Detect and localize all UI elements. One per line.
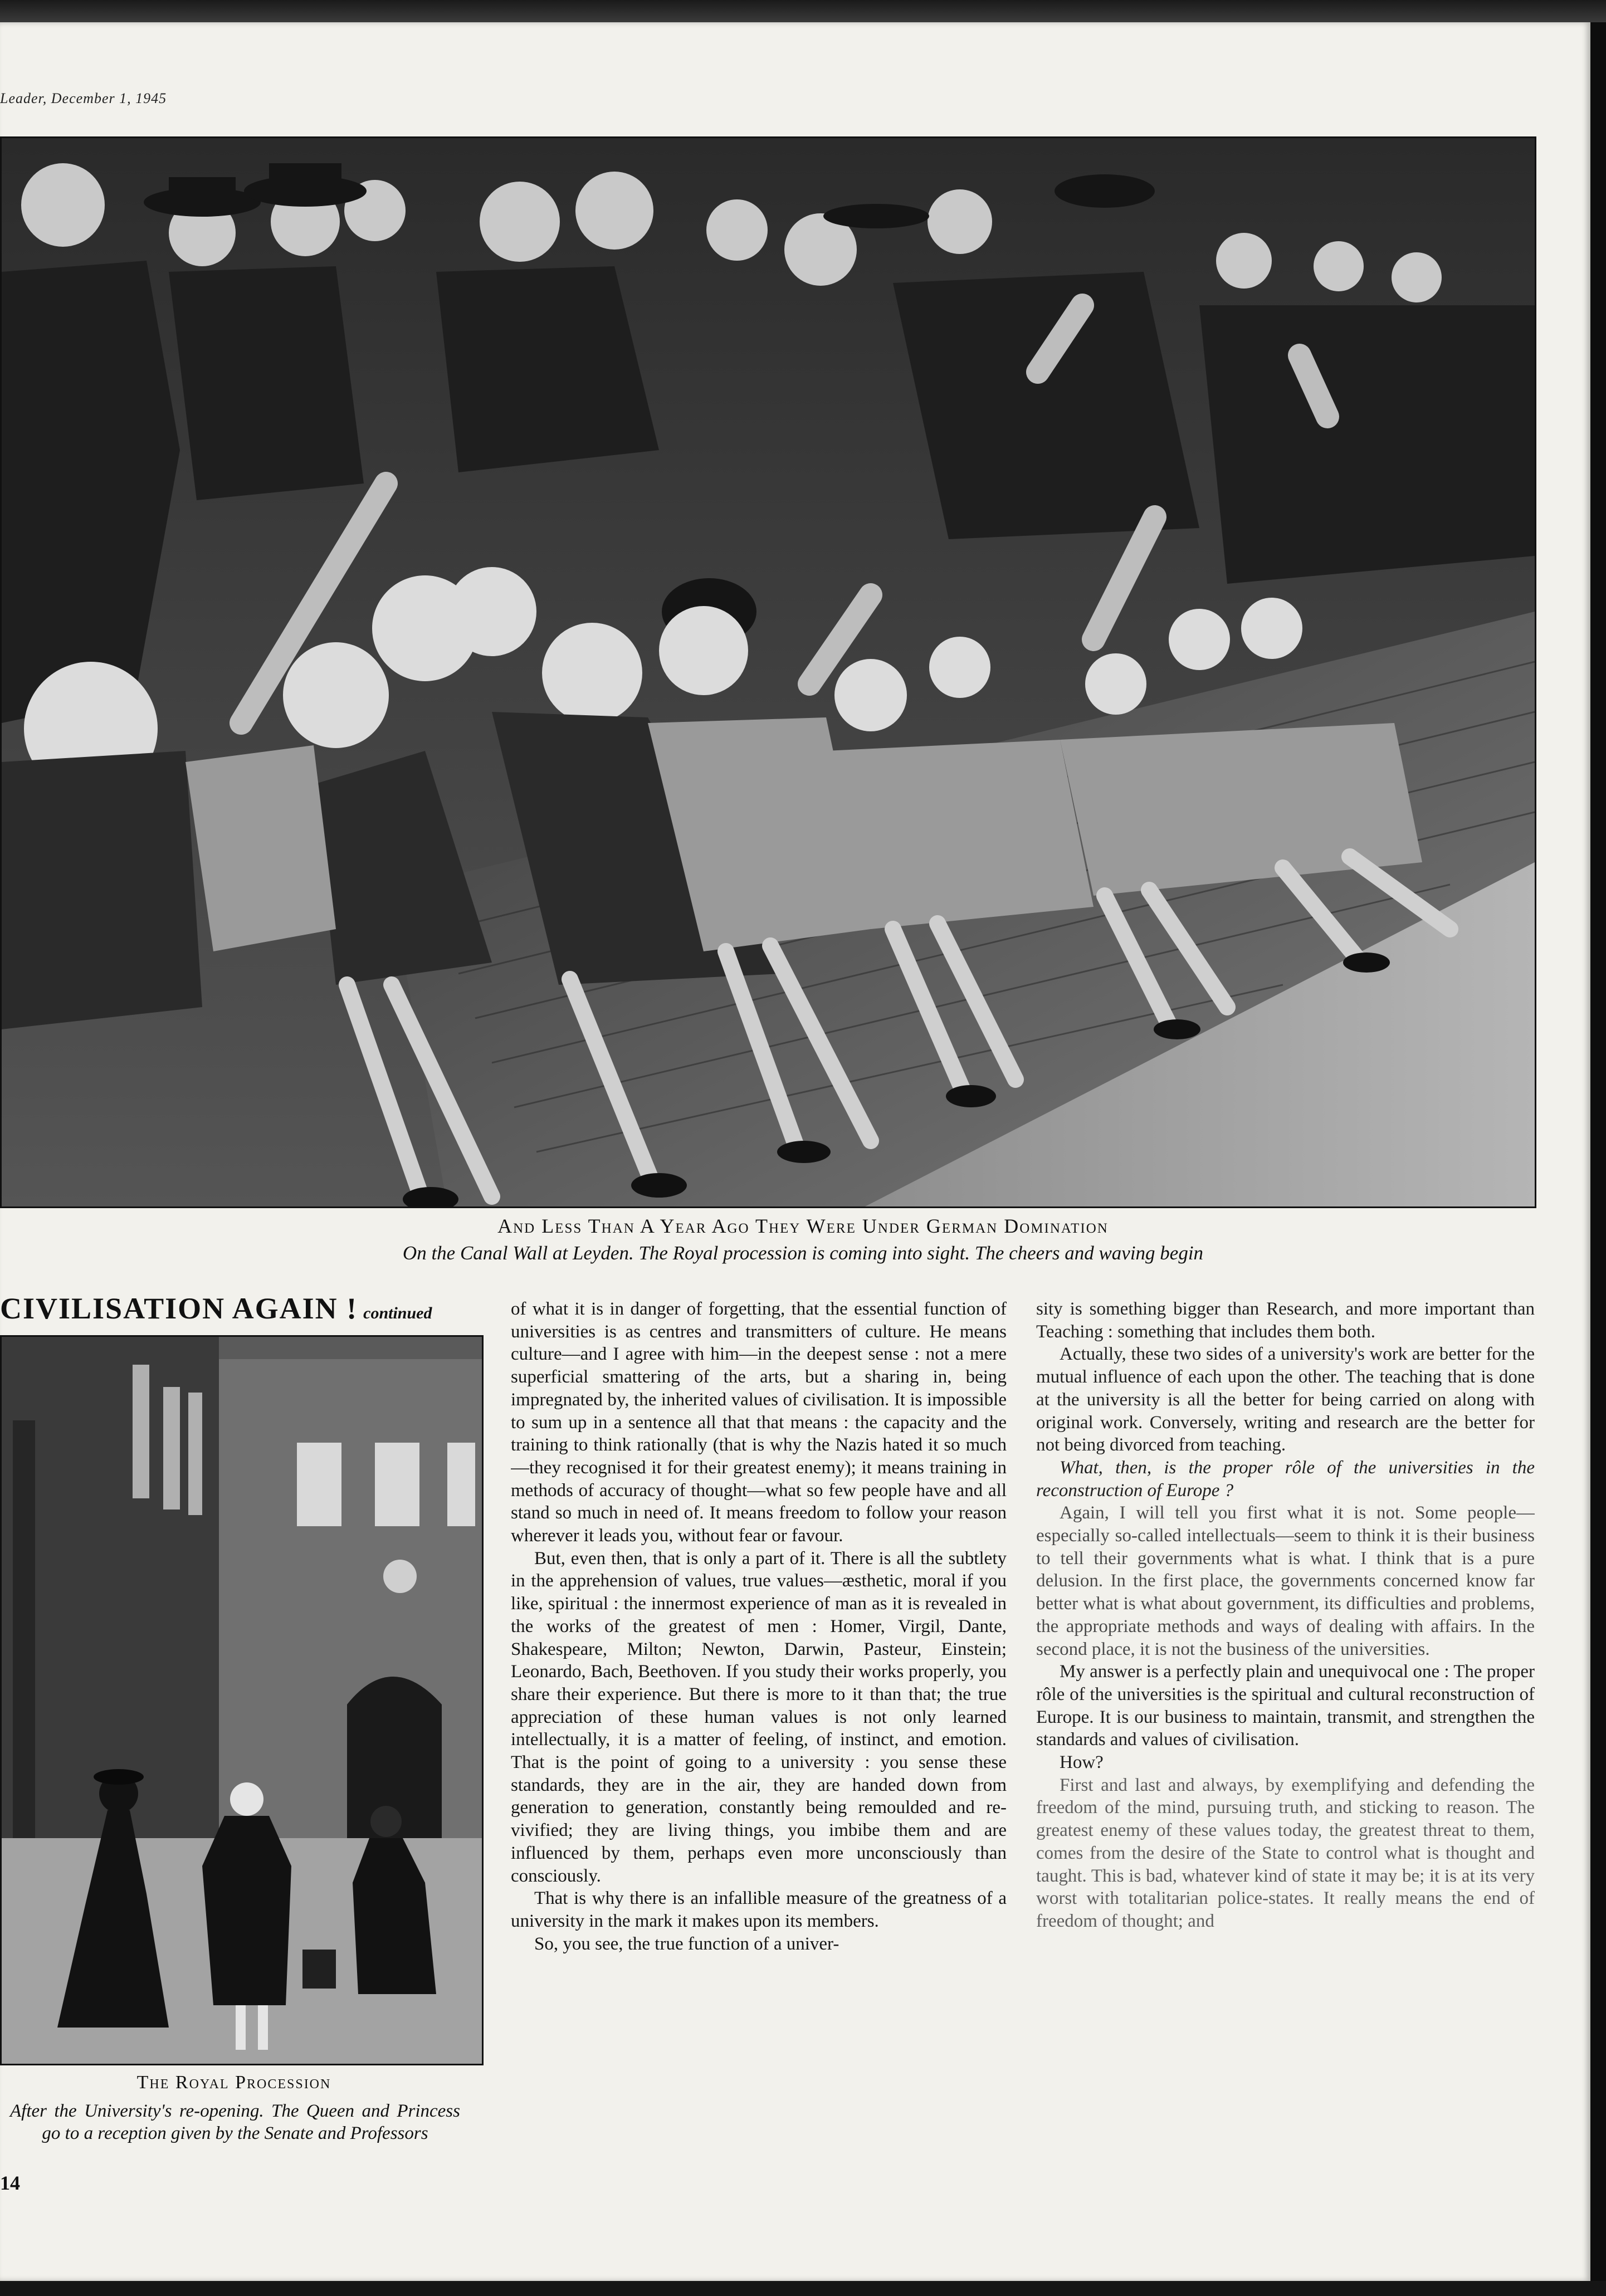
paragraph: Actually, these two sides of a university's work are better for the mutual influence of each upon the other. The teaching that is done at the university is all the better for being carried on along with original work. Conversely, writing and research are the better for not being divorced from teaching. xyxy=(1036,1344,1535,1455)
paragraph: First and last and always, by exemplifying and defending the freedom of the mind, pursuing truth, and sticking to reason. The greatest enemy of these values today, the greatest threat to them, comes from the desire of the State to control what is thought and taught. This is bad, whatever kind of state it may be; it is at its very worst with totalitarian police-states. It really means the end of freedom of thought; and xyxy=(1036,1775,1535,1931)
main-photo-caption-text: On the Canal Wall at Leyden. The Royal procession is coming into sight. The cheers and waving begin xyxy=(402,1242,1204,1264)
film-edge-bottom xyxy=(0,2281,1606,2296)
procession-photograph xyxy=(0,1335,484,2065)
film-edge-top xyxy=(0,0,1606,22)
paragraph: That is why there is an infallible measure of the greatness of a university in the mark it makes upon its members. xyxy=(511,1888,1007,1931)
small-photo-caption-title: The Royal Procession xyxy=(136,2072,331,2093)
paragraph: Again, I will tell you first what it is not. Some people—especially so-called intellectuals—seem to think it is their business to tell their governments what is what. I think that is a pure delusion. In the first place, the governments concerned know far better what is what about government, its difficulties and problems, the appropriate methods and ways of dealing with affairs. In the second place, it is not the business of the universities. xyxy=(1036,1503,1535,1659)
paragraph: sity is something bigger than Research, and more important than Teaching : something that includes them both. xyxy=(1036,1299,1535,1342)
procession-photo-illustration xyxy=(2,1337,482,2064)
article-headline xyxy=(0,1291,432,1326)
headline-text: CIVILISATION AGAIN ! xyxy=(0,1292,358,1325)
paragraph: So, you see, the true function of a univer- xyxy=(534,1933,839,1954)
article-column-2 xyxy=(1036,1298,1535,2167)
continued-label: continued xyxy=(363,1304,432,1322)
main-photo-caption-title: And Less Than A Year Ago They Were Under German Domination xyxy=(497,1215,1109,1237)
small-photo-caption-text: After the University's re-opening. The Queen and Princess go to a reception given by the Senate and Professors xyxy=(10,2101,460,2143)
crowd-photo-illustration xyxy=(2,138,1535,1206)
paragraph: of what it is in danger of forgetting, that the essential function of universities is as centres and transmitters of culture. He means culture—and I agree with him—in the deepest sense : not a mere superficial smattering of the arts, but a sharing in, being impregnated by, the inherited values of civilisation. It is impossible to sum up in a sentence all that that means : the capacity and the training to think rationally (that is why the Nazis hated it so much—they recognised it for their greatest enemy); it means training in methods of accuracy of thought—what so few people have and all stand so much in need of. It means freedom to follow your reason wherever it leads you, without fear or favour. xyxy=(511,1299,1007,1546)
paragraph: How? xyxy=(1060,1752,1104,1773)
dateline: Leader, December 1, 1945 xyxy=(0,90,167,106)
paragraph: But, even then, that is only a part of it. There is all the subtlety in the apprehension of values, true values—æsthetic, moral if you like, spiritual : the innermost experience of man as it is revealed in the works of the greatest of men : Homer, Virgil, Dante, Shakespeare, Milton; Newton, Darwin, Pasteur, Einstein; Leonardo, Bach, Beethoven. If you study their works properly, you share their experience. But there is more to it than that; the true appreciation of these human values is not only learned intellectually, it is a matter of feeling, of instinct, and emotion. That is the point of going to a university : you sense these standards, they are in the air, they are handed down from generation to generation, constantly being remoulded and re-vivified; they are living things, you imbibe them and are influenced by them, perhaps even more unconsciously than consciously. xyxy=(511,1548,1007,1886)
paragraph-question: What, then, is the proper rôle of the universities in the reconstruction of Europe ? xyxy=(1036,1457,1535,1501)
page-number: 14 xyxy=(0,2172,20,2194)
article-column-1 xyxy=(511,1298,1007,2167)
paragraph: My answer is a perfectly plain and unequivocal one : The proper rôle of the universities is the spiritual and cultural reconstruction of Europe. It is our business to maintain, transmit, and strengthen the standards and values of civilisation. xyxy=(1036,1662,1535,1750)
crowd-photograph xyxy=(0,136,1536,1208)
